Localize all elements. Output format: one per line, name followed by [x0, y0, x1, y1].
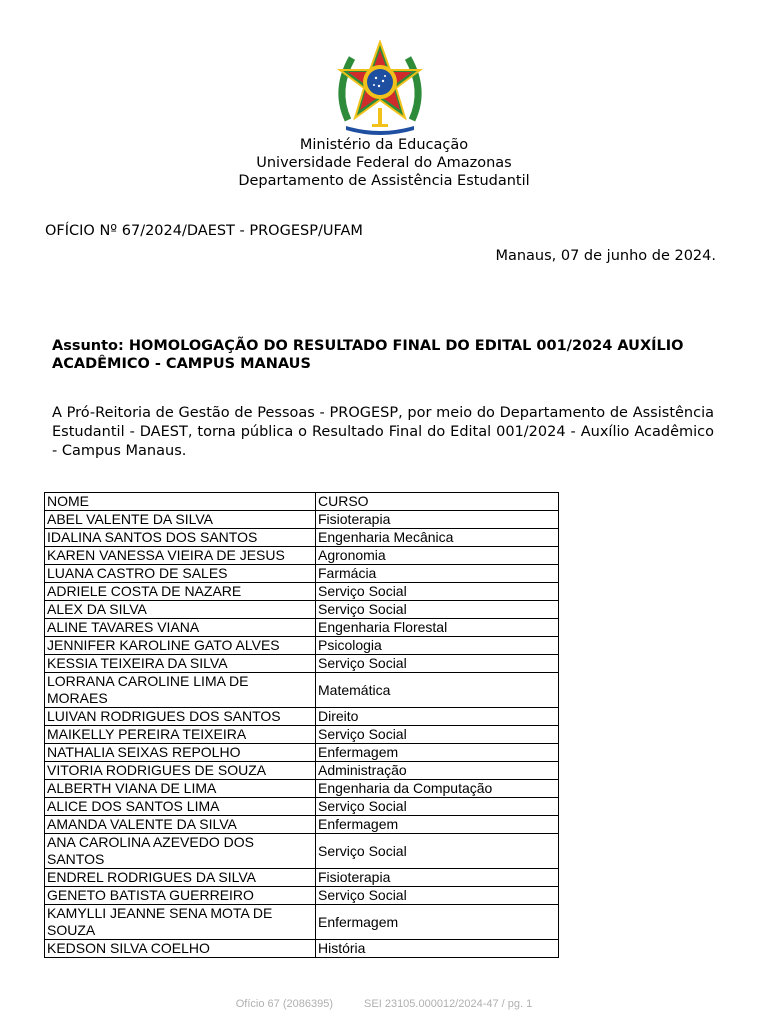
table-row: [45, 601, 559, 619]
table-row: [45, 780, 559, 798]
nome-cell: ALEX DA SILVA: [45, 601, 316, 619]
curso-cell: Enfermagem: [316, 744, 559, 762]
nome-cell: LUIVAN RODRIGUES DOS SANTOS: [45, 708, 316, 726]
table-row: [45, 940, 559, 958]
header-nome: NOME: [45, 493, 316, 511]
table-row: [45, 565, 559, 583]
curso-cell: Agronomia: [316, 547, 559, 565]
nome-cell: ABEL VALENTE DA SILVA: [45, 511, 316, 529]
curso-cell: Enfermagem: [316, 816, 559, 834]
curso-cell: Serviço Social: [316, 834, 559, 869]
table-row: [45, 834, 559, 869]
curso-cell: Serviço Social: [316, 601, 559, 619]
ministry-name: Ministério da Educação: [299, 137, 469, 153]
nome-cell: LORRANA CAROLINE LIMA DE MORAES: [45, 673, 316, 708]
university-name: Universidade Federal do Amazonas: [256, 155, 512, 171]
curso-cell: Direito: [316, 708, 559, 726]
page-footer: [0, 998, 768, 1010]
table-row: [45, 673, 559, 708]
header-curso: CURSO: [316, 493, 559, 511]
table-row: [45, 887, 559, 905]
table-row: [45, 744, 559, 762]
table-header-row: [45, 493, 559, 511]
curso-cell: Serviço Social: [316, 655, 559, 673]
curso-cell: Engenharia da Computação: [316, 780, 559, 798]
curso-cell: Farmácia: [316, 565, 559, 583]
footer-sei: SEI 23105.000012/2024-47 / pg. 1: [364, 998, 533, 1010]
nome-cell: KESSIA TEIXEIRA DA SILVA: [45, 655, 316, 673]
curso-cell: Fisioterapia: [316, 869, 559, 887]
nome-cell: IDALINA SANTOS DOS SANTOS: [45, 529, 316, 547]
nome-cell: MAIKELLY PEREIRA TEIXEIRA: [45, 726, 316, 744]
table-row: [45, 869, 559, 887]
body-paragraph: A Pró-Reitoria de Gestão de Pessoas - PROGESP, por meio do Departamento de Assistência Estudantil - DAEST, torna pública o Resultado Final do Edital 001/2024 - Auxílio Acadêmico - Campus Manaus.: [52, 405, 714, 459]
table-row: [45, 726, 559, 744]
nome-cell: NATHALIA SEIXAS REPOLHO: [45, 744, 316, 762]
subject-label: Assunto:: [52, 338, 124, 354]
nome-cell: LUANA CASTRO DE SALES: [45, 565, 316, 583]
table-row: [45, 529, 559, 547]
letterhead: [0, 136, 768, 190]
department-name: Departamento de Assistência Estudantil: [238, 173, 530, 189]
nome-cell: ALBERTH VIANA DE LIMA: [45, 780, 316, 798]
curso-cell: Serviço Social: [316, 798, 559, 816]
nome-cell: ALINE TAVARES VIANA: [45, 619, 316, 637]
curso-cell: Psicologia: [316, 637, 559, 655]
table-row: [45, 708, 559, 726]
nome-cell: VITORIA RODRIGUES DE SOUZA: [45, 762, 316, 780]
table-row: [45, 655, 559, 673]
brazil-coat-of-arms-icon: [330, 40, 430, 136]
curso-cell: Serviço Social: [316, 583, 559, 601]
nome-cell: ENDREL RODRIGUES DA SILVA: [45, 869, 316, 887]
curso-cell: Administração: [316, 762, 559, 780]
curso-cell: Engenharia Florestal: [316, 619, 559, 637]
table-row: [45, 547, 559, 565]
results-table: [44, 492, 559, 958]
table-row: [45, 637, 559, 655]
curso-cell: Serviço Social: [316, 726, 559, 744]
table-row: [45, 816, 559, 834]
nome-cell: AMANDA VALENTE DA SILVA: [45, 816, 316, 834]
subject: [52, 337, 712, 373]
document-number: OFÍCIO Nº 67/2024/DAEST - PROGESP/UFAM: [45, 223, 363, 239]
table-row: [45, 798, 559, 816]
footer-doc: Ofício 67 (2086395): [235, 998, 333, 1010]
table-row: [45, 762, 559, 780]
table-row: [45, 619, 559, 637]
nome-cell: KAMYLLI JEANNE SENA MOTA DE SOUZA: [45, 905, 316, 940]
table-row: [45, 583, 559, 601]
curso-cell: Serviço Social: [316, 887, 559, 905]
curso-cell: Engenharia Mecânica: [316, 529, 559, 547]
table-row: [45, 905, 559, 940]
table-row: [45, 511, 559, 529]
curso-cell: Fisioterapia: [316, 511, 559, 529]
nome-cell: GENETO BATISTA GUERREIRO: [45, 887, 316, 905]
subject-text: HOMOLOGAÇÃO DO RESULTADO FINAL DO EDITAL 001/2024 AUXÍLIO ACADÊMICO - CAMPUS MANAUS: [52, 338, 684, 372]
curso-cell: Matemática: [316, 673, 559, 708]
nome-cell: JENNIFER KAROLINE GATO ALVES: [45, 637, 316, 655]
nome-cell: ADRIELE COSTA DE NAZARE: [45, 583, 316, 601]
nome-cell: KAREN VANESSA VIEIRA DE JESUS: [45, 547, 316, 565]
curso-cell: História: [316, 940, 559, 958]
curso-cell: Enfermagem: [316, 905, 559, 940]
document-date: Manaus, 07 de junho de 2024.: [495, 248, 716, 264]
nome-cell: ALICE DOS SANTOS LIMA: [45, 798, 316, 816]
nome-cell: KEDSON SILVA COELHO: [45, 940, 316, 958]
nome-cell: ANA CAROLINA AZEVEDO DOS SANTOS: [45, 834, 316, 869]
